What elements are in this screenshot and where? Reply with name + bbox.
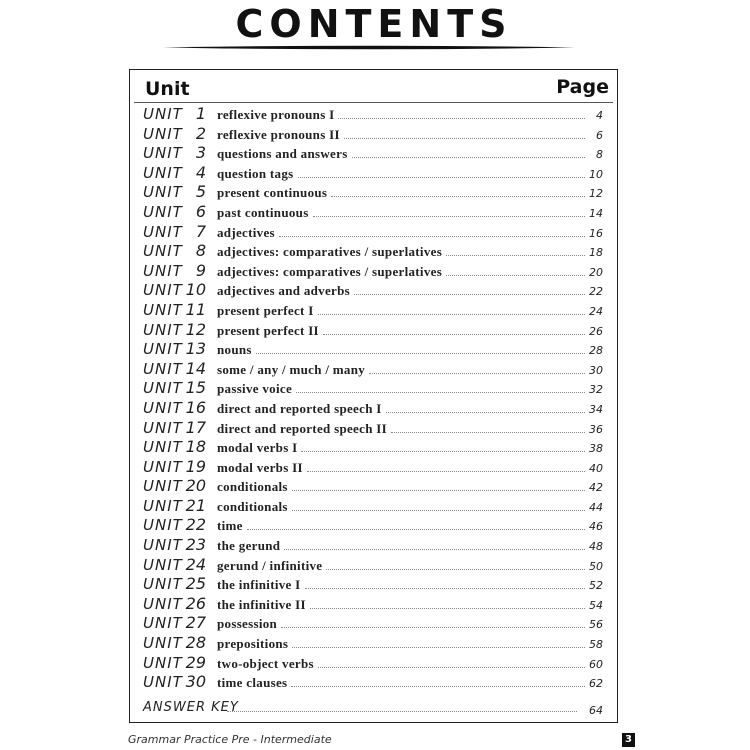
unit-page: 26 <box>589 324 603 338</box>
table-row[interactable] <box>130 555 617 575</box>
topic-wrap <box>217 303 589 319</box>
unit-topic: direct and reported speech II <box>217 420 387 436</box>
leader-dots <box>298 177 586 178</box>
unit-page: 18 <box>589 246 603 260</box>
unit-topic: passive voice <box>217 381 293 397</box>
leader-dots <box>256 353 585 354</box>
leader-dots <box>354 294 585 295</box>
topic-wrap <box>217 185 589 201</box>
table-row[interactable] <box>130 300 617 320</box>
unit-number: 26 <box>185 593 206 613</box>
unit-number: 29 <box>185 652 206 672</box>
unit-topic: present perfect II <box>217 322 319 338</box>
unit-page: 34 <box>589 402 603 416</box>
unit-topic: present continuous <box>217 185 328 201</box>
table-row[interactable] <box>130 613 617 633</box>
unit-page: 28 <box>589 344 603 358</box>
unit-page: 22 <box>589 285 603 299</box>
unit-label: UNIT <box>143 653 183 672</box>
unit-label: UNIT <box>143 202 183 221</box>
topic-wrap <box>217 225 589 241</box>
topic-wrap <box>217 656 589 672</box>
leader-dots <box>386 412 585 413</box>
table-row[interactable] <box>130 457 617 477</box>
leader-dots <box>352 157 585 158</box>
unit-number: 4 <box>195 162 206 182</box>
leader-dots <box>323 334 585 335</box>
table-row[interactable] <box>130 574 617 594</box>
unit-topic: reflexive pronouns II <box>217 126 340 142</box>
unit-page: 58 <box>589 638 603 652</box>
topic-wrap <box>217 107 589 123</box>
unit-page: 20 <box>589 265 603 279</box>
unit-page: 32 <box>589 383 603 397</box>
unit-topic: conditionals <box>217 479 288 495</box>
unit-page: 60 <box>589 657 603 671</box>
unit-page: 46 <box>589 520 603 534</box>
unit-number: 2 <box>195 123 206 143</box>
unit-topic: some / any / much / many <box>217 361 366 377</box>
unit-topic: question tags <box>217 165 294 181</box>
unit-page: 48 <box>589 540 603 554</box>
unit-topic: questions and answers <box>217 146 348 162</box>
topic-wrap <box>217 538 589 554</box>
leader-dots <box>305 588 585 589</box>
unit-page: 6 <box>596 128 603 142</box>
unit-page: 42 <box>589 481 603 495</box>
page-title: CONTENTS <box>235 2 513 46</box>
unit-number: 21 <box>185 495 206 515</box>
leader-dots <box>318 667 585 668</box>
answer-key-row[interactable] <box>130 700 617 720</box>
unit-page: 54 <box>589 598 603 612</box>
unit-topic: nouns <box>217 342 252 358</box>
unit-topic: modal verbs I <box>217 440 298 456</box>
unit-label: UNIT <box>143 457 183 476</box>
unit-page: 30 <box>589 363 603 377</box>
leader-dots <box>344 138 585 139</box>
unit-topic: two-object verbs <box>217 655 314 671</box>
leader-dots <box>284 549 585 550</box>
answer-key-label: ANSWER KEY <box>143 700 239 715</box>
leader-dots <box>292 510 585 511</box>
unit-label: UNIT <box>143 516 183 535</box>
unit-page: 14 <box>589 206 603 220</box>
unit-label: UNIT <box>143 144 183 163</box>
unit-topic: time clauses <box>217 675 288 691</box>
unit-page: 10 <box>589 167 603 181</box>
title-underline <box>163 45 575 50</box>
unit-label: UNIT <box>143 438 183 457</box>
leader-dots <box>292 490 585 491</box>
unit-number: 8 <box>195 241 206 261</box>
unit-number: 10 <box>185 280 206 300</box>
unit-page: 40 <box>589 461 603 475</box>
topic-wrap <box>217 499 589 515</box>
leader-dots <box>301 451 585 452</box>
table-row[interactable] <box>130 143 617 163</box>
topic-wrap <box>217 518 589 534</box>
unit-number: 28 <box>185 633 206 653</box>
unit-label: UNIT <box>143 379 183 398</box>
unit-topic: gerund / infinitive <box>217 557 323 573</box>
unit-number: 25 <box>185 574 206 594</box>
topic-wrap <box>217 460 589 476</box>
unit-page: 24 <box>589 304 603 318</box>
unit-topic: time <box>217 518 243 534</box>
unit-number: 9 <box>195 260 206 280</box>
unit-topic: modal verbs II <box>217 459 303 475</box>
leader-dots <box>446 275 585 276</box>
leader-dots <box>296 392 585 393</box>
topic-wrap <box>217 323 589 339</box>
unit-topic: past continuous <box>217 204 309 220</box>
topic-wrap <box>217 381 589 397</box>
unit-label: UNIT <box>143 359 183 378</box>
topic-wrap <box>217 342 589 358</box>
unit-label: UNIT <box>143 477 183 496</box>
unit-number: 1 <box>195 104 206 123</box>
unit-label: UNIT <box>143 163 183 182</box>
table-row[interactable] <box>130 594 617 614</box>
unit-number: 15 <box>185 378 206 398</box>
unit-label: UNIT <box>143 614 183 633</box>
unit-number: 16 <box>185 397 206 417</box>
unit-number: 23 <box>185 535 206 555</box>
table-row[interactable] <box>130 653 617 673</box>
table-row[interactable] <box>130 320 617 340</box>
leader-dots <box>331 196 585 197</box>
topic-wrap <box>217 146 589 162</box>
table-row[interactable] <box>130 633 617 653</box>
unit-topic: the infinitive II <box>217 596 306 612</box>
table-row[interactable] <box>130 535 617 555</box>
unit-page: 44 <box>589 500 603 514</box>
left-margin <box>0 0 113 750</box>
leader-dots <box>369 373 585 374</box>
topic-wrap <box>217 675 589 691</box>
unit-label: UNIT <box>143 496 183 515</box>
unit-topic: conditionals <box>217 498 288 514</box>
unit-topic: adjectives: comparatives / superlatives <box>217 244 443 260</box>
leader-dots <box>310 608 585 609</box>
unit-page: 36 <box>589 422 603 436</box>
topic-wrap <box>217 127 589 143</box>
table-row[interactable] <box>130 496 617 516</box>
topic-wrap <box>217 636 589 652</box>
unit-label: UNIT <box>143 673 183 692</box>
leader-dots <box>307 471 585 472</box>
leader-dots <box>292 647 585 648</box>
unit-number: 7 <box>195 221 206 241</box>
unit-topic: direct and reported speech I <box>217 400 382 416</box>
unit-number: 20 <box>185 476 206 496</box>
table-row[interactable] <box>130 359 617 379</box>
unit-number: 24 <box>185 554 206 574</box>
unit-label: UNIT <box>143 575 183 594</box>
unit-number: 17 <box>185 417 206 437</box>
leader-dots <box>313 216 585 217</box>
unit-label: UNIT <box>143 183 183 202</box>
table-row[interactable] <box>130 378 617 398</box>
unit-page: 12 <box>589 187 603 201</box>
unit-page: 38 <box>589 442 603 456</box>
unit-number: 11 <box>185 299 206 319</box>
unit-label: UNIT <box>143 222 183 241</box>
unit-list <box>130 104 617 692</box>
unit-label: UNIT <box>143 281 183 300</box>
table-row[interactable] <box>130 261 617 281</box>
unit-number: 14 <box>185 358 206 378</box>
unit-page: 52 <box>589 579 603 593</box>
unit-label: UNIT <box>143 242 183 261</box>
unit-label: UNIT <box>143 634 183 653</box>
topic-wrap <box>217 440 589 456</box>
unit-topic: the infinitive I <box>217 577 301 593</box>
unit-number: 27 <box>185 613 206 633</box>
unit-number: 13 <box>185 339 206 359</box>
table-row[interactable] <box>130 476 617 496</box>
right-margin <box>635 0 750 750</box>
leader-dots <box>291 686 585 687</box>
topic-wrap <box>217 616 589 632</box>
unit-label: UNIT <box>143 320 183 339</box>
unit-label: UNIT <box>143 124 183 143</box>
table-row[interactable] <box>130 241 617 261</box>
table-row[interactable] <box>130 398 617 418</box>
unit-page: 50 <box>589 559 603 573</box>
table-row[interactable] <box>130 124 617 144</box>
topic-wrap <box>217 362 589 378</box>
unit-number: 19 <box>185 456 206 476</box>
unit-page: 56 <box>589 618 603 632</box>
topic-wrap <box>217 597 589 613</box>
unit-number: 5 <box>195 182 206 202</box>
leader-dots <box>391 432 585 433</box>
unit-label: UNIT <box>143 340 183 359</box>
unit-label: UNIT <box>143 594 183 613</box>
leader-dots <box>279 236 585 237</box>
header-divider <box>134 102 613 103</box>
leader-dots <box>318 314 585 315</box>
unit-label: UNIT <box>143 555 183 574</box>
unit-number: 30 <box>185 672 206 692</box>
table-row[interactable] <box>130 437 617 457</box>
leader-dots <box>326 569 585 570</box>
unit-number: 12 <box>185 319 206 339</box>
table-row[interactable] <box>130 339 617 359</box>
unit-label: UNIT <box>143 261 183 280</box>
contents-table <box>129 69 618 723</box>
leader-dots <box>338 118 585 119</box>
topic-wrap <box>217 264 589 280</box>
unit-number: 3 <box>195 143 206 163</box>
unit-topic: reflexive pronouns I <box>217 107 335 122</box>
unit-topic: adjectives and adverbs <box>217 283 350 299</box>
unit-page: 8 <box>596 148 603 162</box>
leader-dots <box>446 255 585 256</box>
unit-label: UNIT <box>143 418 183 437</box>
unit-page: 4 <box>596 109 603 122</box>
unit-label: UNIT <box>143 398 183 417</box>
page-number-badge: 3 <box>622 733 635 747</box>
table-row[interactable] <box>130 104 617 124</box>
topic-wrap <box>217 166 589 182</box>
unit-label: UNIT <box>143 105 183 123</box>
topic-wrap <box>217 479 589 495</box>
table-row[interactable] <box>130 672 617 692</box>
unit-topic: the gerund <box>217 538 281 554</box>
unit-topic: present perfect I <box>217 302 314 318</box>
leader-dots <box>247 529 585 530</box>
unit-number: 22 <box>185 515 206 535</box>
table-row[interactable] <box>130 515 617 535</box>
unit-page: 16 <box>589 226 603 240</box>
topic-wrap <box>217 244 589 260</box>
table-row[interactable] <box>130 182 617 202</box>
unit-column-header: Unit <box>145 78 190 100</box>
table-row[interactable] <box>130 163 617 183</box>
unit-number: 18 <box>185 437 206 457</box>
leader-dots <box>281 627 585 628</box>
topic-wrap <box>217 401 589 417</box>
unit-topic: prepositions <box>217 636 289 652</box>
unit-number: 6 <box>195 201 206 221</box>
topic-wrap <box>217 577 589 593</box>
page-column-header: Page <box>556 76 609 98</box>
book-title-footer: Grammar Practice Pre - Intermediate <box>128 733 332 746</box>
topic-wrap <box>217 558 589 574</box>
table-row[interactable] <box>130 202 617 222</box>
unit-topic: adjectives <box>217 224 275 240</box>
unit-page: 62 <box>589 677 603 691</box>
table-row[interactable] <box>130 222 617 242</box>
table-row[interactable] <box>130 280 617 300</box>
topic-wrap <box>217 283 589 299</box>
unit-label: UNIT <box>143 536 183 555</box>
answer-key-page: 64 <box>589 704 603 717</box>
topic-wrap <box>217 421 589 437</box>
topic-wrap <box>217 205 589 221</box>
unit-label: UNIT <box>143 300 183 319</box>
leader-dots <box>227 711 577 712</box>
unit-topic: possession <box>217 616 278 632</box>
table-row[interactable] <box>130 418 617 438</box>
unit-topic: adjectives: comparatives / superlatives <box>217 263 443 279</box>
